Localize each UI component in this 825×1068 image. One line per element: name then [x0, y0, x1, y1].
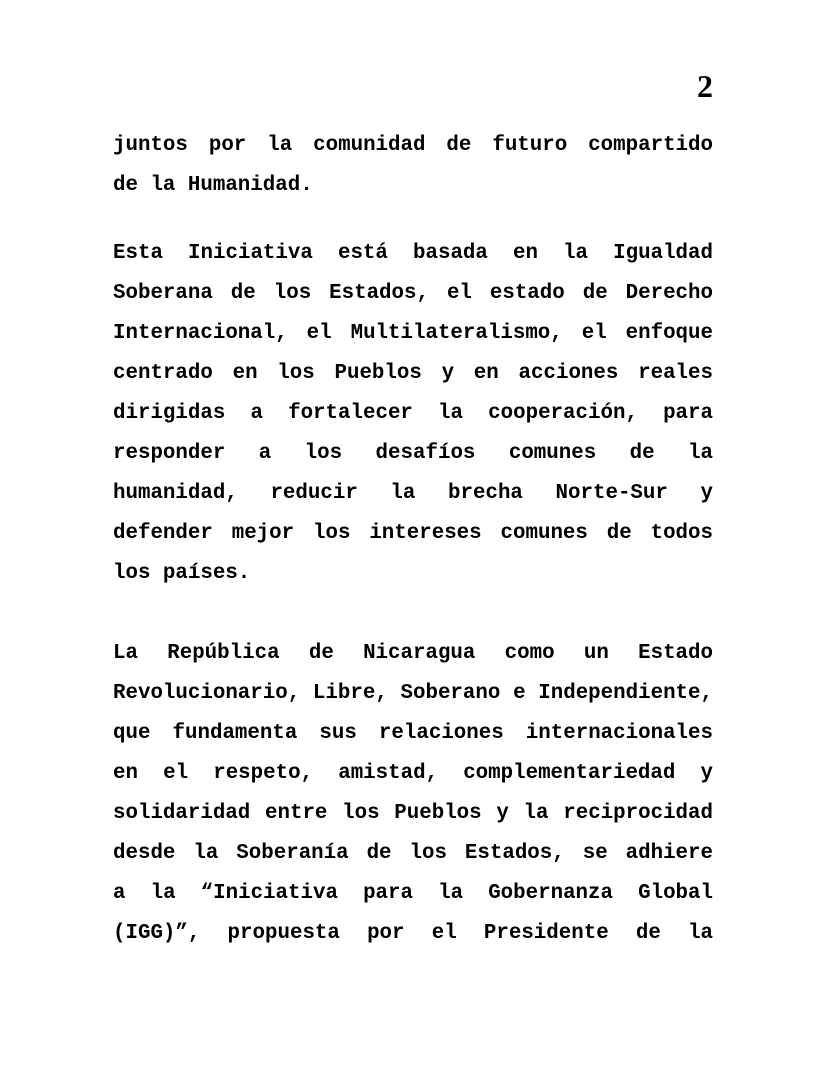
text-line: responder a los desafíos comunes de la — [113, 442, 713, 465]
text-line: humanidad, reducir la brecha Norte-Sur y — [113, 482, 713, 505]
paragraph — [113, 234, 713, 594]
text-line: a la “Iniciativa para la Gobernanza Global — [113, 882, 713, 905]
text-line: dirigidas a fortalecer la cooperación, para — [113, 402, 713, 425]
text-line: Esta Iniciativa está basada en la Igualdad — [113, 242, 713, 265]
text-line: que fundamenta sus relaciones internacionales — [113, 722, 713, 745]
text-line: Internacional, el Multilateralismo, el enfoque — [113, 322, 713, 345]
text-line: desde la Soberanía de los Estados, se adhiere — [113, 842, 713, 865]
text-line: (IGG)”, propuesta por el Presidente de la — [113, 922, 713, 945]
text-line: centrado en los Pueblos y en acciones reales — [113, 362, 713, 385]
document-body — [113, 126, 713, 954]
text-line: solidaridad entre los Pueblos y la reciprocidad — [113, 802, 713, 825]
text-line: Soberana de los Estados, el estado de Derecho — [113, 282, 713, 305]
text-line: en el respeto, amistad, complementariedad y — [113, 762, 713, 785]
text-line: de la Humanidad. — [113, 174, 313, 197]
page-number: 2 — [697, 68, 713, 104]
paragraph — [113, 634, 713, 954]
text-line: los países. — [113, 562, 251, 585]
text-line: defender mejor los intereses comunes de todos — [113, 522, 713, 545]
paragraph — [113, 126, 713, 206]
text-line: juntos por la comunidad de futuro compartido — [113, 134, 713, 157]
text-line: La República de Nicaragua como un Estado — [113, 642, 713, 665]
page-header — [113, 70, 713, 102]
text-line: Revolucionario, Libre, Soberano e Independiente, — [113, 682, 713, 705]
